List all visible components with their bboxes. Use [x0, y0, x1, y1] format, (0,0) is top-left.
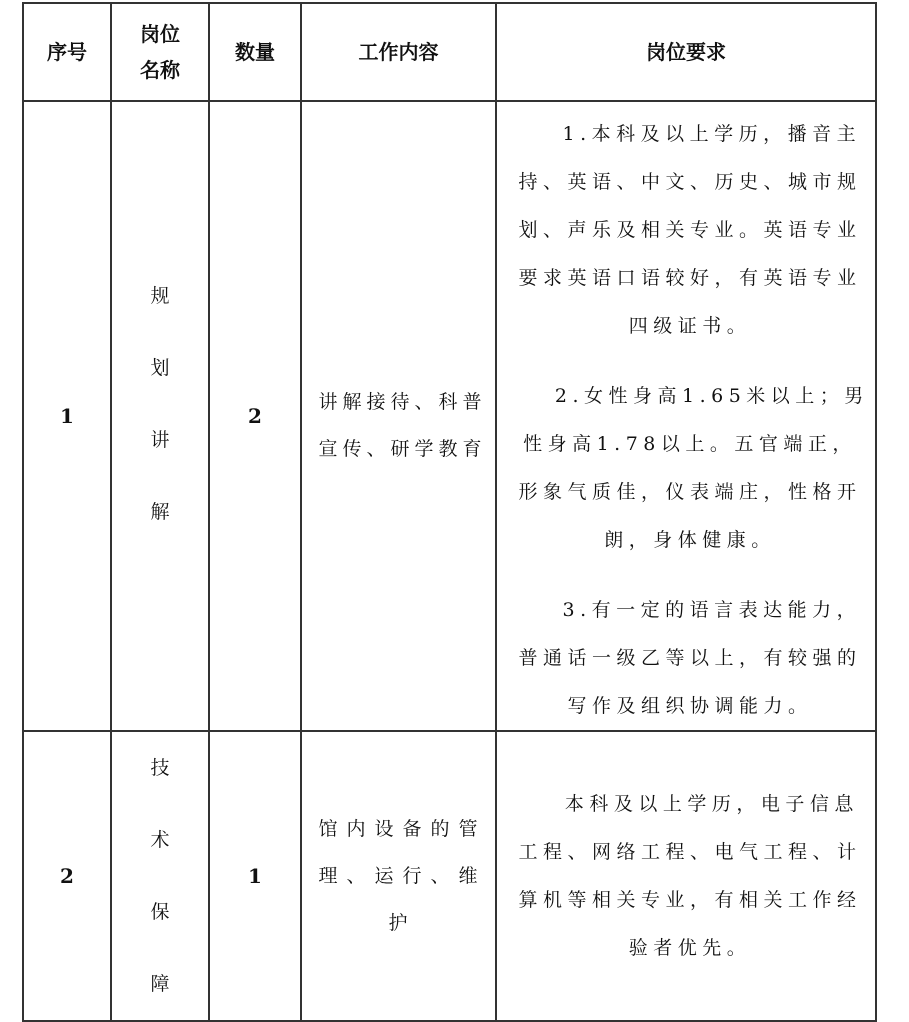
- header-position-name: [111, 3, 209, 101]
- table-header-row: [23, 3, 876, 101]
- cell-requirements: [496, 731, 876, 1021]
- cell-work-content: [301, 101, 496, 731]
- requirement-item: 本科及以上学历，电子信息工程、网络工程、电气工程、计算机等相关专业，有相关工作经验者优先。: [518, 793, 862, 959]
- cell-work-content: [301, 731, 496, 1021]
- cell-quantity: 1: [209, 731, 301, 1021]
- header-seq: 序号: [23, 3, 111, 101]
- cell-requirements: [496, 101, 876, 731]
- position-char: 保: [150, 901, 170, 923]
- table-row: [23, 731, 876, 1021]
- cell-position-name: [111, 101, 209, 731]
- requirement-item: 2.女性身高1.65米以上；男性身高1.78以上。五官端正，形象气质佳，仪表端庄，性格开朗，身体健康。: [518, 385, 869, 551]
- header-requirements: 岗位要求: [496, 3, 876, 101]
- position-char: 技: [150, 757, 170, 779]
- job-positions-table: [22, 2, 877, 1022]
- work-content-text: 讲解接待、科普宣传、研学教育: [318, 391, 487, 460]
- position-char: 规: [150, 285, 170, 307]
- cell-seq: 2: [23, 731, 111, 1021]
- header-work-content: 工作内容: [301, 3, 496, 101]
- position-char: 解: [150, 501, 170, 523]
- position-char: 讲: [150, 429, 170, 451]
- header-quantity: 数量: [209, 3, 301, 101]
- cell-quantity: 2: [209, 101, 301, 731]
- position-char: 术: [150, 829, 170, 851]
- cell-position-name: [111, 731, 209, 1021]
- cell-seq: 1: [23, 101, 111, 731]
- header-position-line2: 名称: [140, 58, 180, 82]
- position-char: 划: [150, 357, 170, 379]
- position-char: 障: [150, 973, 170, 995]
- work-content-text: 馆内设备的管理、运行、维护: [318, 817, 487, 934]
- header-position-line1: 岗位: [140, 22, 180, 46]
- table-row: [23, 101, 876, 731]
- requirement-item: 1.本科及以上学历，播音主持、英语、中文、历史、城市规划、声乐及相关专业。英语专业要求英语口语较好，有英语专业四级证书。: [518, 123, 862, 337]
- requirement-item: 3.有一定的语言表达能力，普通话一级乙等以上，有较强的写作及组织协调能力。: [518, 599, 862, 717]
